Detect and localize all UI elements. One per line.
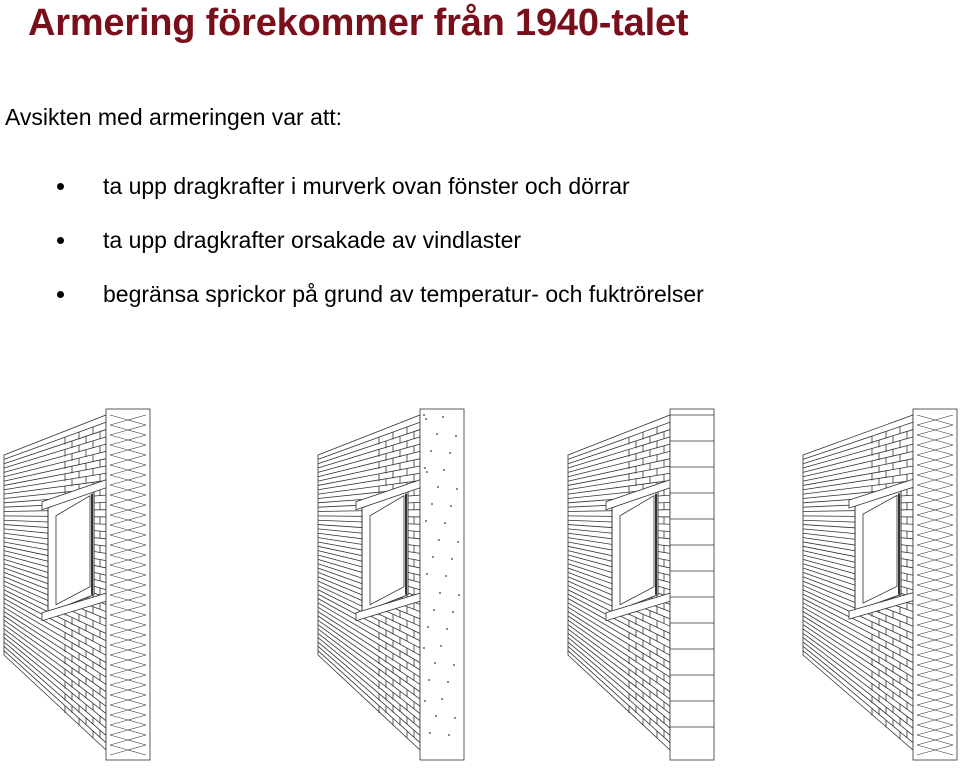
wall-drawing (801, 385, 959, 768)
intro-text: Avsikten med armeringen var att: (5, 104, 343, 130)
bullet-item (0, 222, 704, 276)
bullet-list (0, 168, 704, 330)
wall-drawings (0, 385, 960, 768)
wall-drawing (316, 385, 466, 768)
page-title: Armering förekommer från 1940-talet (28, 2, 689, 44)
wall-section-concrete-backing (316, 385, 466, 768)
wall-drawing (566, 385, 716, 768)
bullet-icon (57, 237, 64, 244)
bullet-text: begränsa sprickor på grund av temperatur- och fuktrörelser (103, 281, 704, 307)
wall-drawing (2, 385, 152, 768)
bullet-item (0, 168, 704, 222)
bullet-icon (57, 183, 64, 190)
bullet-text: ta upp dragkrafter i murverk ovan fönster och dörrar (103, 173, 630, 199)
wall-section-block-backing (566, 385, 716, 768)
bullet-icon (57, 291, 64, 298)
wall-section-insulated-cavity (801, 385, 959, 768)
bullet-item (0, 276, 704, 330)
bullet-text: ta upp dragkrafter orsakade av vindlaster (103, 227, 522, 253)
wall-section-insulated-brick (2, 385, 152, 768)
